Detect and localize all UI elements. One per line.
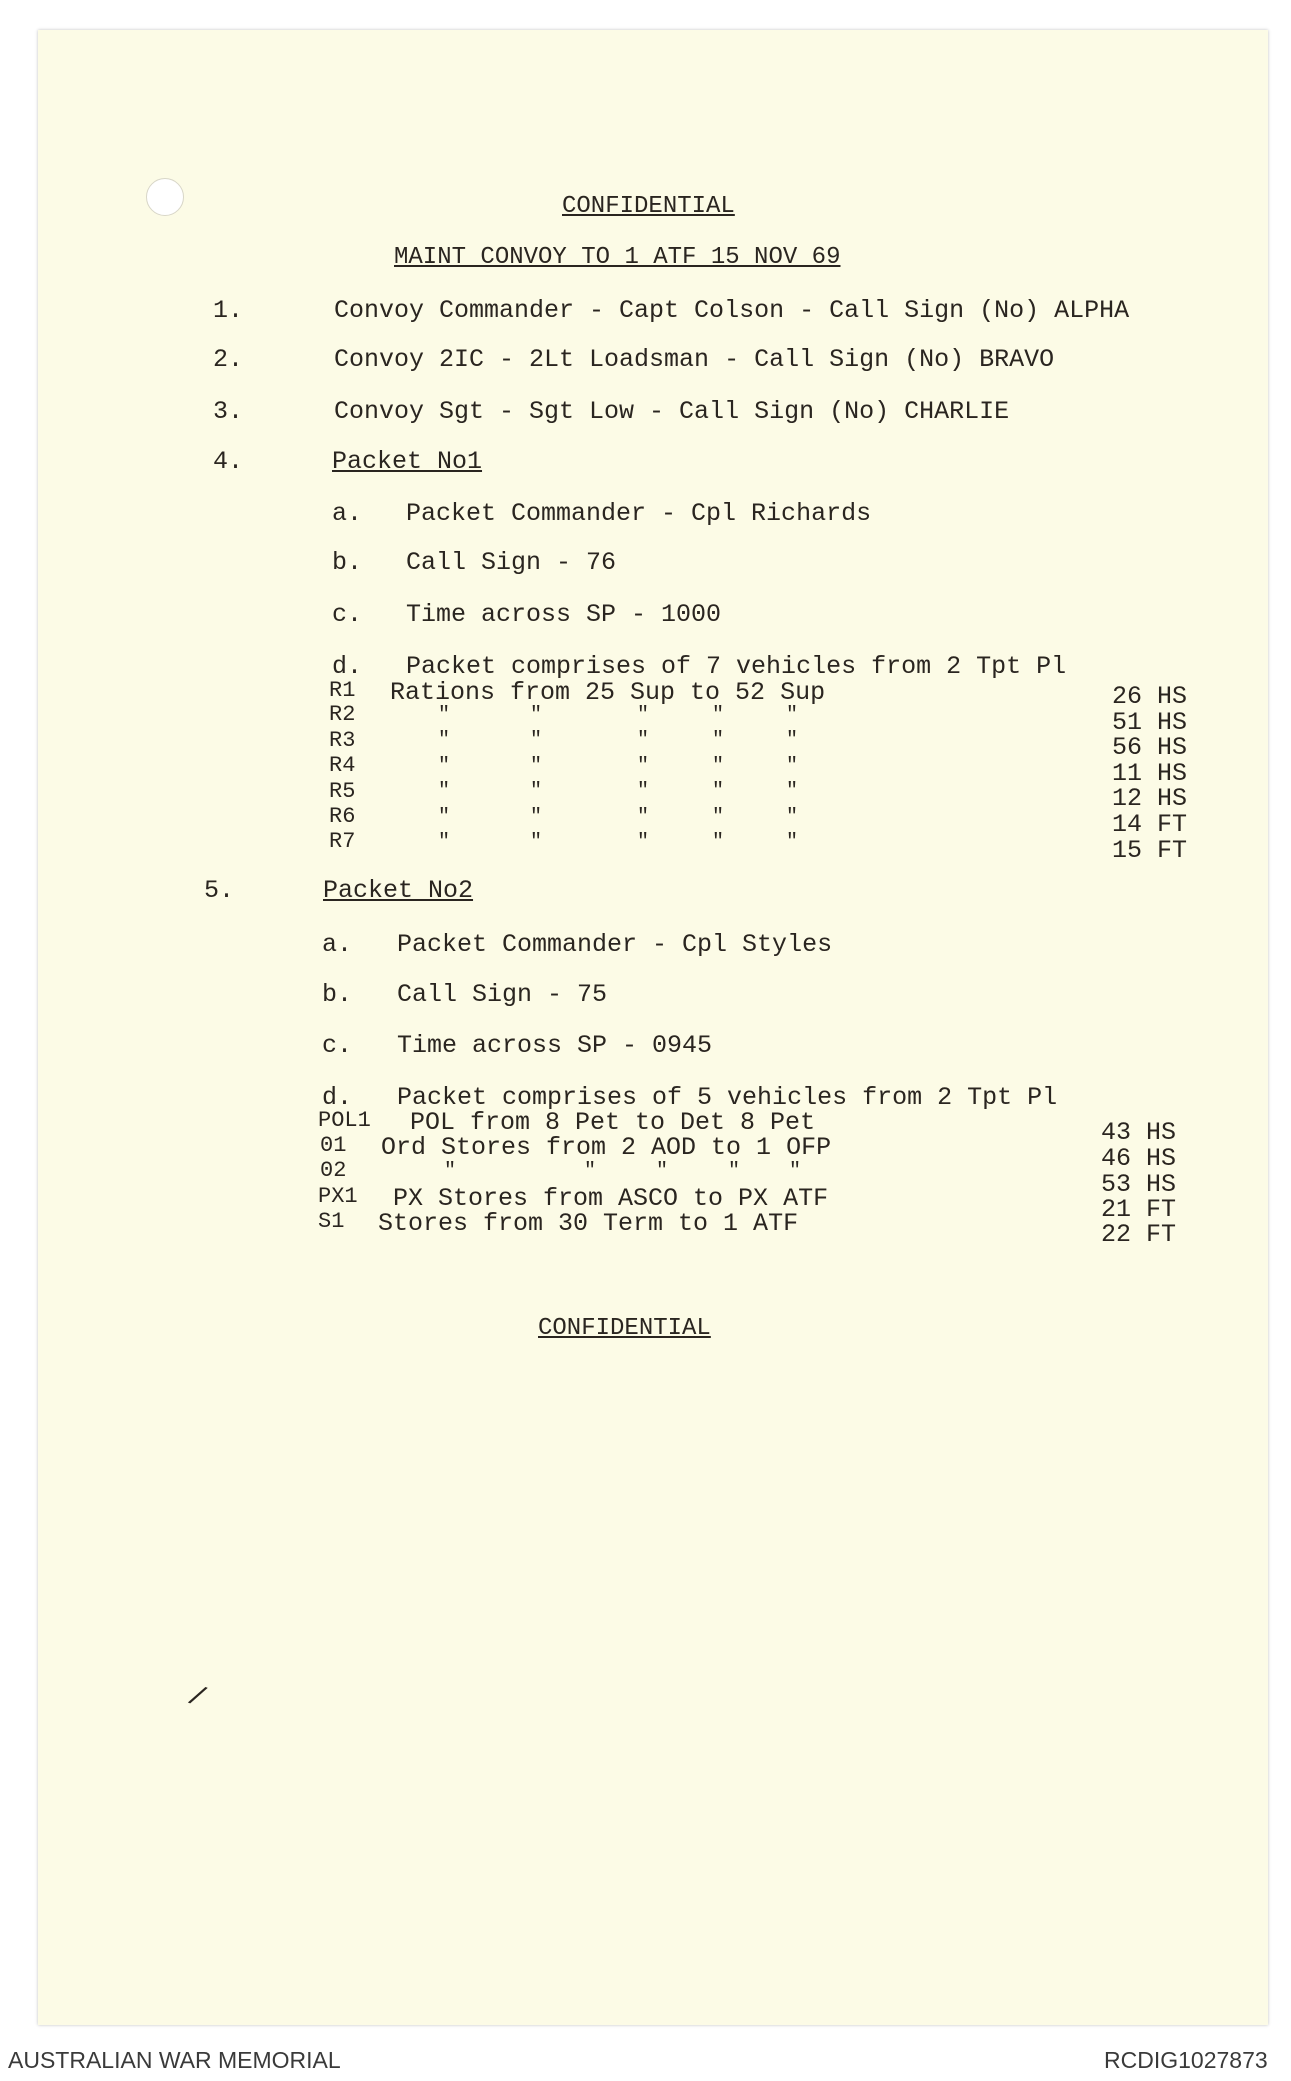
ditto-mark: " — [530, 729, 543, 752]
packet2-c-label: c. — [322, 1031, 353, 1060]
archive-id: RCDIG1027873 — [1104, 2047, 1268, 2073]
ditto-mark: " — [530, 704, 543, 727]
table-row-code: R4 — [329, 753, 356, 778]
table-row-desc: PX Stores from ASCO to PX ATF — [393, 1184, 829, 1213]
archive-label: AUSTRALIAN WAR MEMORIAL — [8, 2047, 341, 2073]
table-row-code: POL1 — [318, 1108, 371, 1133]
ditto-mark: " — [712, 729, 725, 752]
packet1-d-label: d. — [332, 652, 363, 681]
document-title: MAINT CONVOY TO 1 ATF 15 NOV 69 — [394, 244, 841, 271]
ditto-mark: " — [786, 831, 799, 854]
ditto-mark: " — [530, 755, 543, 778]
table-row-vehicle: 51 HS — [1112, 708, 1188, 737]
table-row-vehicle: 26 HS — [1112, 682, 1188, 711]
table-row-vehicle: 53 HS — [1101, 1170, 1177, 1199]
punch-hole — [146, 178, 184, 216]
table-row-code: 02 — [320, 1158, 347, 1183]
table-row-vehicle: 12 HS — [1112, 784, 1188, 813]
ditto-mark: " — [438, 755, 451, 778]
ditto-mark: " — [712, 780, 725, 803]
ditto-mark: " — [786, 780, 799, 803]
item-3-text: Convoy Sgt - Sgt Low - Call Sign (No) CHARLIE — [334, 397, 1010, 426]
packet1-b-text: Call Sign - 76 — [406, 548, 617, 577]
ditto-mark: " — [712, 831, 725, 854]
ditto-mark: " — [728, 1160, 741, 1183]
packet2-b-text: Call Sign - 75 — [397, 980, 608, 1009]
table-row-vehicle: 14 FT — [1112, 810, 1188, 839]
table-row-desc: Rations from 25 Sup to 52 Sup — [390, 678, 826, 707]
header-classification: CONFIDENTIAL — [562, 193, 735, 220]
ditto-mark: " — [637, 704, 650, 727]
table-row-code: PX1 — [318, 1184, 358, 1209]
packet1-c-label: c. — [332, 600, 363, 629]
packet1-b-label: b. — [332, 548, 363, 577]
table-row-code: R3 — [329, 728, 356, 753]
ditto-mark: " — [438, 704, 451, 727]
packet2-a-text: Packet Commander - Cpl Styles — [397, 930, 833, 959]
table-row-desc: Ord Stores from 2 AOD to 1 OFP — [381, 1133, 832, 1162]
ditto-mark: " — [786, 755, 799, 778]
ditto-mark: " — [712, 806, 725, 829]
item-2-text: Convoy 2IC - 2Lt Loadsman - Call Sign (No) BRAVO — [334, 345, 1055, 374]
table-row-code: 01 — [320, 1133, 347, 1158]
pen-mark: / — [183, 1681, 210, 1716]
ditto-mark: " — [712, 704, 725, 727]
ditto-mark: " — [438, 831, 451, 854]
ditto-mark: " — [656, 1160, 669, 1183]
ditto-mark: " — [637, 755, 650, 778]
ditto-mark: " — [637, 780, 650, 803]
table-row-code: R7 — [329, 829, 356, 854]
table-row-vehicle: 21 FT — [1101, 1195, 1177, 1224]
item-1-text: Convoy Commander - Capt Colson - Call Sign (No) ALPHA — [334, 296, 1130, 325]
packet1-number: 4. — [213, 447, 244, 476]
item-2-number: 2. — [213, 345, 244, 374]
table-row-vehicle: 56 HS — [1112, 733, 1188, 762]
table-row-code: S1 — [318, 1209, 345, 1234]
table-row-vehicle: 11 HS — [1112, 759, 1188, 788]
packet2-d-label: d. — [322, 1083, 353, 1112]
ditto-mark: " — [786, 806, 799, 829]
packet2-d-text: Packet comprises of 5 vehicles from 2 Tpt Pl — [397, 1083, 1058, 1112]
ditto-mark: " — [789, 1160, 802, 1183]
ditto-mark: " — [786, 729, 799, 752]
packet1-c-text: Time across SP - 1000 — [406, 600, 722, 629]
table-row-vehicle: 22 FT — [1101, 1220, 1177, 1249]
packet2-heading: Packet No2 — [323, 876, 474, 905]
packet2-b-label: b. — [322, 980, 353, 1009]
packet1-a-text: Packet Commander - Cpl Richards — [406, 499, 872, 528]
ditto-mark: " — [438, 780, 451, 803]
packet2-number: 5. — [204, 876, 235, 905]
ditto-mark: " — [530, 780, 543, 803]
item-3-number: 3. — [213, 397, 244, 426]
ditto-mark: " — [637, 831, 650, 854]
ditto-mark: " — [637, 806, 650, 829]
table-row-desc: POL from 8 Pet to Det 8 Pet — [410, 1108, 816, 1137]
ditto-mark: " — [712, 755, 725, 778]
packet1-a-label: a. — [332, 499, 363, 528]
ditto-mark: " — [530, 806, 543, 829]
table-row-code: R6 — [329, 804, 356, 829]
document-page — [38, 30, 1268, 2025]
packet1-d-text: Packet comprises of 7 vehicles from 2 Tpt Pl — [406, 652, 1067, 681]
table-row-code: R2 — [329, 702, 356, 727]
ditto-mark: " — [530, 831, 543, 854]
table-row-vehicle: 43 HS — [1101, 1118, 1177, 1147]
table-row-vehicle: 46 HS — [1101, 1144, 1177, 1173]
packet2-c-text: Time across SP - 0945 — [397, 1031, 713, 1060]
table-row-vehicle: 15 FT — [1112, 836, 1188, 865]
item-1-number: 1. — [213, 296, 244, 325]
table-row-desc: Stores from 30 Term to 1 ATF — [378, 1209, 799, 1238]
footer-classification: CONFIDENTIAL — [538, 1315, 711, 1342]
ditto-mark: " — [584, 1160, 597, 1183]
packet1-heading: Packet No1 — [332, 447, 483, 476]
ditto-mark: " — [637, 729, 650, 752]
ditto-mark: " — [444, 1160, 457, 1183]
ditto-mark: " — [786, 704, 799, 727]
table-row-code: R5 — [329, 779, 356, 804]
ditto-mark: " — [438, 729, 451, 752]
table-row-code: R1 — [329, 678, 356, 703]
packet2-a-label: a. — [322, 930, 353, 959]
ditto-mark: " — [438, 806, 451, 829]
